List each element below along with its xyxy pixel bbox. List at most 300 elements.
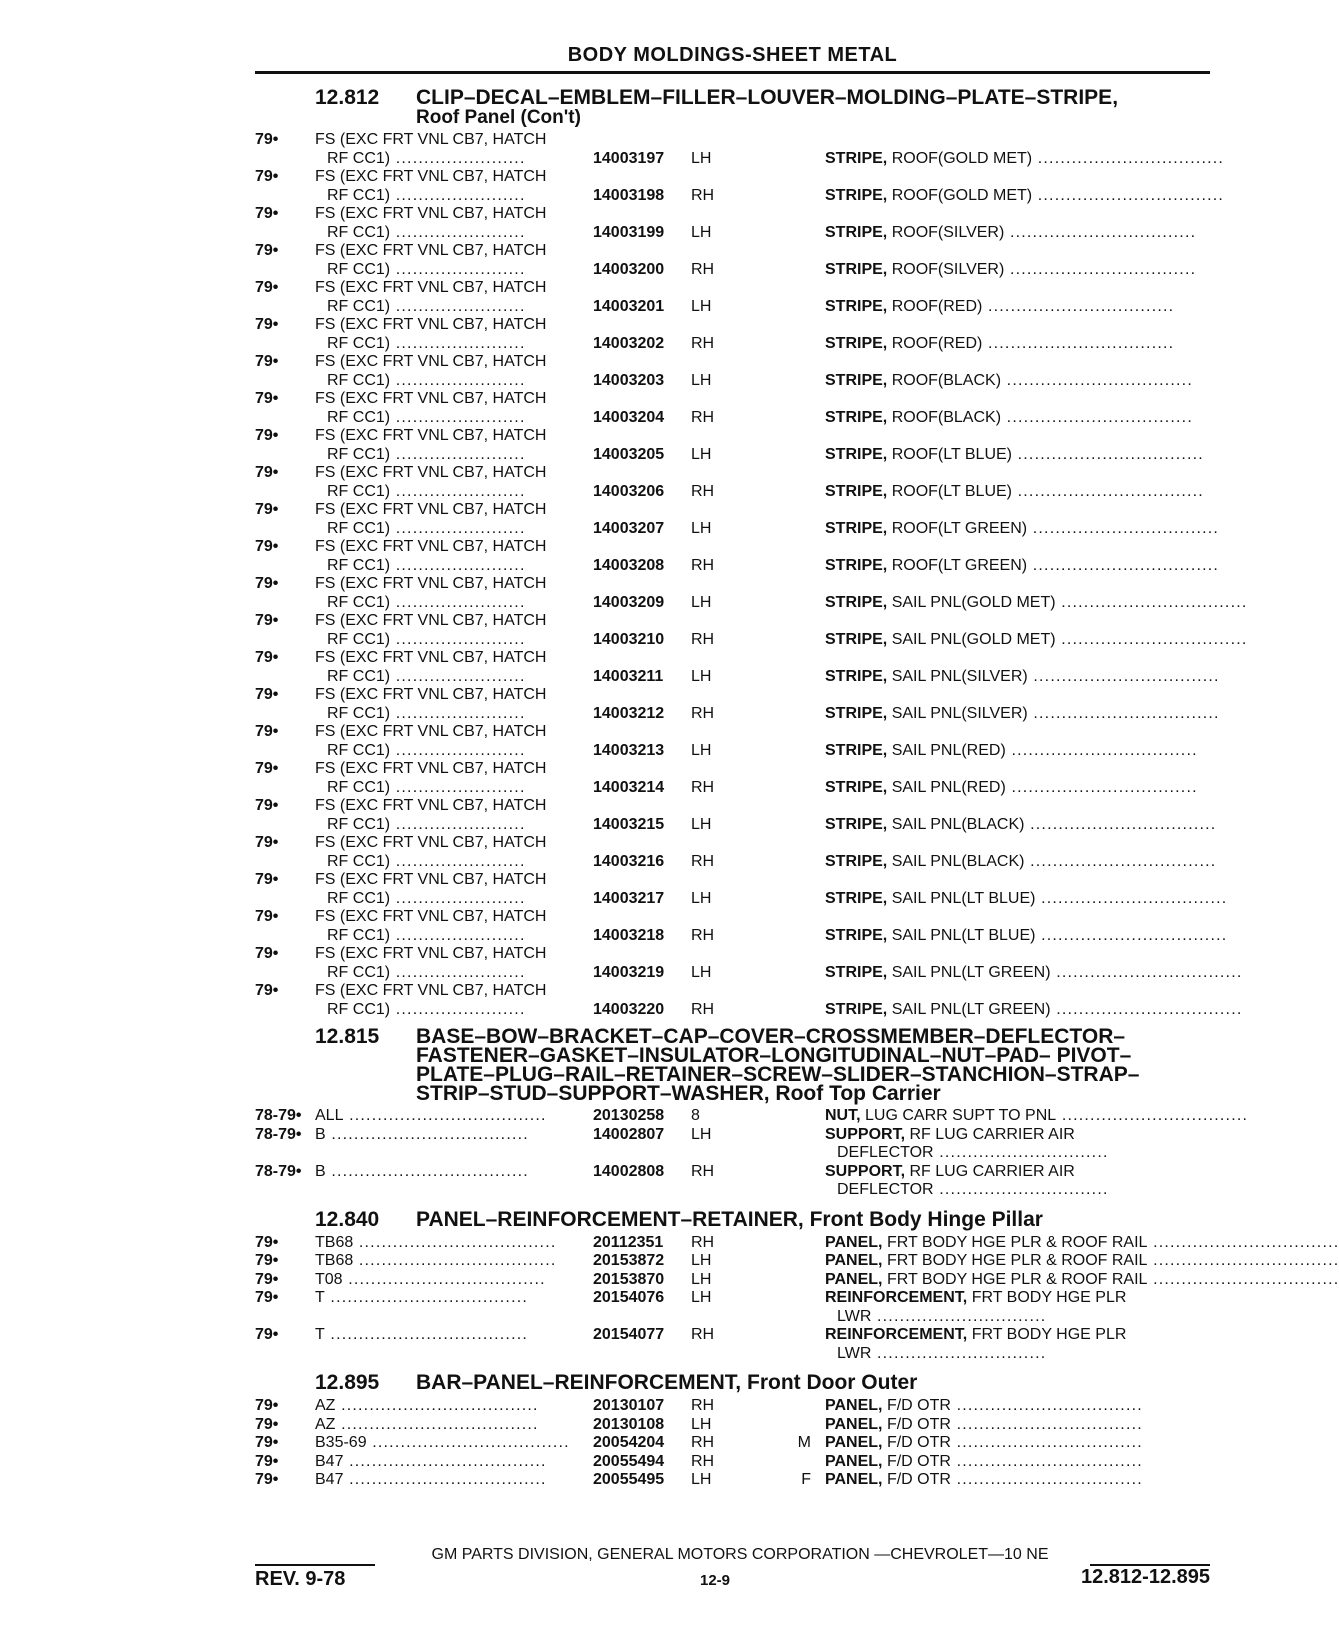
part-number: 14003220 (593, 1000, 665, 1018)
description: REINFORCEMENT, FRT BODY HGE PLR LWR .............................. (825, 1289, 1127, 1325)
application-text-cont: RF CC1) (327, 482, 391, 500)
part-description: SAIL PNL(SILVER) (891, 667, 1028, 685)
model-year: 79• (255, 1415, 279, 1433)
description: STRIPE, ROOF(LT GREEN) ................................. (825, 556, 1220, 574)
application: FS (EXC FRT VNL CB7, HATCH RF CC1) ....................... (315, 131, 547, 167)
part-number: 14003212 (593, 704, 665, 722)
part-description: SAIL PNL(GOLD MET) (891, 593, 1056, 611)
application-text-cont: RF CC1) (327, 223, 391, 241)
description: PANEL, F/D OTR ................................. (825, 1452, 1143, 1470)
part-number: 14003200 (593, 260, 665, 278)
part-number: 20055494 (593, 1452, 665, 1470)
side-qty: RH (691, 1452, 715, 1470)
part-description: F/D OTR (886, 1434, 951, 1451)
code-letter: M (797, 1434, 811, 1451)
side-qty: LH (691, 593, 712, 611)
section-heading (0, 1373, 1280, 1393)
part-row (0, 1107, 1280, 1126)
parts-listing (0, 84, 1339, 1490)
application: FS (EXC FRT VNL CB7, HATCH RF CC1) ....................... (315, 205, 547, 241)
model-year: 79• (255, 1434, 279, 1451)
part-row (0, 1233, 1339, 1253)
part-name: STRIPE, (825, 889, 888, 907)
part-row (0, 1416, 1280, 1435)
application-text-cont: RF CC1) (327, 741, 391, 759)
model-year: 79• (255, 242, 279, 259)
application-text: FS (EXC FRT VNL CB7, HATCH (315, 242, 547, 259)
part-row (0, 723, 1280, 760)
part-number: 14003216 (593, 852, 665, 870)
application: FS (EXC FRT VNL CB7, HATCH RF CC1) ....................... (315, 501, 547, 537)
part-description: SAIL PNL(BLACK) (891, 852, 1025, 870)
description: STRIPE, SAIL PNL(LT GREEN) ................................. (825, 1000, 1243, 1018)
application: FS (EXC FRT VNL CB7, HATCH RF CC1) ....................... (315, 390, 547, 426)
application: FS (EXC FRT VNL CB7, HATCH RF CC1) ....................... (315, 538, 547, 574)
model-year: 79• (255, 1289, 279, 1306)
part-description-cont: DEFLECTOR (837, 1181, 934, 1198)
section-heading (0, 88, 1280, 127)
part-description-cont: DEFLECTOR (837, 1144, 934, 1161)
part-row (0, 760, 1280, 797)
part-description: ROOF(SILVER) (891, 260, 1005, 278)
part-description: ROOF(SILVER) (891, 223, 1005, 241)
part-row (0, 686, 1280, 723)
part-description: ROOF(BLACK) (891, 371, 1002, 389)
part-description: F/D OTR (886, 1452, 951, 1470)
footer-publisher: GM PARTS DIVISION, GENERAL MOTORS CORPORATION —CHEVROLET—10 NE (431, 1546, 1049, 1563)
part-description: SAIL PNL(RED) (891, 741, 1006, 759)
part-number: 14003201 (593, 297, 665, 315)
application-text: B (315, 1125, 326, 1143)
application-text-cont: RF CC1) (327, 963, 391, 981)
application: B47 ................................... (315, 1471, 547, 1488)
part-row (0, 131, 1280, 168)
application-text: FS (EXC FRT VNL CB7, HATCH (315, 982, 547, 999)
part-description: SAIL PNL(LT GREEN) (891, 963, 1051, 981)
section-title (416, 1027, 1176, 1103)
description: STRIPE, ROOF(BLACK) ................................. (825, 371, 1193, 389)
application: TB68 ................................... (315, 1233, 557, 1251)
description: PANEL, FRT BODY HGE PLR & ROOF RAIL ................................. (825, 1233, 1339, 1251)
part-name: STRIPE, (825, 926, 888, 944)
part-number: 14003205 (593, 445, 665, 463)
description: PANEL, FRT BODY HGE PLR & ROOF RAIL ................................. (825, 1252, 1339, 1269)
side-qty: LH (691, 149, 712, 167)
description: STRIPE, SAIL PNL(BLACK) ................................. (825, 852, 1217, 870)
application: ALL ................................... (315, 1107, 547, 1124)
model-year: 78-79• (255, 1125, 302, 1143)
part-number: 14003211 (593, 667, 664, 685)
model-year: 79• (255, 501, 279, 518)
section-12-895 (0, 1373, 1280, 1490)
side-qty: LH (691, 519, 712, 537)
side-qty: RH (691, 852, 715, 870)
description: STRIPE, ROOF(SILVER) ................................. (825, 260, 1197, 278)
part-name: STRIPE, (825, 852, 888, 870)
part-name: STRIPE, (825, 778, 888, 796)
model-year: 79• (255, 908, 279, 925)
description: STRIPE, SAIL PNL(LT BLUE) ................................. (825, 926, 1228, 944)
section-title-text: BAR–PANEL–REINFORCEMENT, (416, 1371, 742, 1394)
application: FS (EXC FRT VNL CB7, HATCH RF CC1) ....................... (315, 834, 547, 870)
part-description: SAIL PNL(LT BLUE) (891, 889, 1036, 907)
application-text: FS (EXC FRT VNL CB7, HATCH (315, 131, 547, 148)
section-12-812 (0, 88, 1280, 1019)
description: PANEL, F/D OTR ................................. (825, 1434, 1143, 1451)
part-name: PANEL, (825, 1252, 883, 1269)
application-text-cont: RF CC1) (327, 778, 391, 796)
part-name: STRIPE, (825, 741, 888, 759)
section-title-text: PANEL–REINFORCEMENT–RETAINER, (416, 1207, 804, 1231)
part-row (0, 242, 1280, 279)
application-text: FS (EXC FRT VNL CB7, HATCH (315, 834, 547, 851)
part-name: STRIPE, (825, 334, 888, 352)
part-description: ROOF(GOLD MET) (891, 186, 1033, 204)
part-row (0, 168, 1280, 205)
application: FS (EXC FRT VNL CB7, HATCH RF CC1) ....................... (315, 723, 547, 759)
model-year: 79• (255, 945, 279, 962)
application: FS (EXC FRT VNL CB7, HATCH RF CC1) ....................... (315, 649, 547, 685)
part-row (0, 353, 1280, 390)
section-subtitle: Roof Panel (Con't) (416, 107, 581, 128)
part-description: FRT BODY HGE PLR (971, 1289, 1127, 1306)
application-text: FS (EXC FRT VNL CB7, HATCH (315, 649, 547, 666)
application-text: TB68 (315, 1233, 354, 1251)
description: NUT, LUG CARR SUPT TO PNL ................................. (825, 1107, 1249, 1124)
model-year: 79• (255, 205, 279, 222)
application: FS (EXC FRT VNL CB7, HATCH RF CC1) ....................... (315, 279, 547, 315)
application-text-cont: RF CC1) (327, 889, 391, 907)
part-name: STRIPE, (825, 297, 888, 315)
part-name: PANEL, (825, 1397, 883, 1414)
part-number: 14002807 (593, 1125, 665, 1143)
application-text: FS (EXC FRT VNL CB7, HATCH (315, 538, 547, 555)
application-text-cont: RF CC1) (327, 556, 391, 574)
application-text: FS (EXC FRT VNL CB7, HATCH (315, 871, 547, 888)
part-number: 14003218 (593, 926, 665, 944)
part-name: SUPPORT, (825, 1162, 906, 1180)
section-title-text: CLIP–DECAL–EMBLEM–FILLER–LOUVER–MOLDING–PLATE–STRIPE, (416, 86, 1119, 109)
section-12-840 (0, 1207, 1339, 1364)
section-heading (0, 1207, 1280, 1231)
side-qty: RH (691, 556, 715, 574)
section-12-815 (0, 1027, 1280, 1200)
model-year: 79• (255, 982, 279, 999)
part-name: STRIPE, (825, 593, 888, 611)
application-text: T08 (315, 1270, 343, 1288)
side-qty: LH (691, 1125, 712, 1143)
application-text: FS (EXC FRT VNL CB7, HATCH (315, 575, 547, 592)
part-row (0, 982, 1280, 1019)
part-name: STRIPE, (825, 1000, 888, 1018)
side-qty: LH (691, 1471, 712, 1488)
section-title-text: BASE–BOW–BRACKET–CAP–COVER–CROSSMEMBER–DEFLECTOR–FASTENER–GASKET–INSULATOR–LONGITUDINAL–NUT–PAD– PIVOT–PLATE–PLUG–RAIL–RETAINER–SCREW–SLIDER–STANCHION–STRAP–STRIP–STUD–SUPPORT–WASHER, (416, 1025, 1140, 1105)
part-number: 14003213 (593, 741, 665, 759)
part-number: 14003197 (593, 149, 665, 167)
side-qty: RH (691, 704, 715, 722)
description: STRIPE, SAIL PNL(RED) ................................. (825, 741, 1198, 759)
model-year: 79• (255, 871, 279, 888)
model-year: 79• (255, 168, 279, 185)
side-qty: LH (691, 741, 712, 759)
part-description: F/D OTR (886, 1397, 951, 1414)
application-text-cont: RF CC1) (327, 186, 391, 204)
application-text: AZ (315, 1397, 336, 1414)
part-description-cont: LWR (837, 1307, 872, 1325)
description: SUPPORT, RF LUG CARRIER AIR DEFLECTOR .............................. (825, 1162, 1109, 1198)
side-qty: RH (691, 1326, 715, 1343)
part-number: 14003199 (593, 223, 665, 241)
description: PANEL, F/D OTR ................................. (825, 1471, 1143, 1488)
part-row (0, 945, 1280, 982)
description: STRIPE, SAIL PNL(SILVER) ................................. (825, 704, 1220, 722)
section-title (416, 88, 1176, 127)
side-qty: LH (691, 963, 712, 981)
application-text: FS (EXC FRT VNL CB7, HATCH (315, 390, 547, 407)
part-name: STRIPE, (825, 519, 888, 537)
model-year: 79• (255, 760, 279, 777)
description: STRIPE, SAIL PNL(RED) ................................. (825, 778, 1198, 796)
description: PANEL, FRT BODY HGE PLR & ROOF RAIL ................................. (825, 1270, 1339, 1288)
side-qty: RH (691, 778, 715, 796)
application-text: FS (EXC FRT VNL CB7, HATCH (315, 279, 547, 296)
description: STRIPE, ROOF(RED) ................................. (825, 297, 1175, 315)
model-year: 79• (255, 834, 279, 851)
part-description: SAIL PNL(LT BLUE) (891, 926, 1036, 944)
part-row (0, 1270, 1339, 1290)
part-number: 20130107 (593, 1397, 665, 1414)
part-row (0, 205, 1280, 242)
section-number: 12.812 (315, 86, 380, 109)
part-row (0, 1434, 1280, 1453)
application-text: FS (EXC FRT VNL CB7, HATCH (315, 501, 547, 518)
part-row (0, 908, 1280, 945)
description: STRIPE, ROOF(LT BLUE) ................................. (825, 445, 1204, 463)
part-row (0, 1163, 1280, 1200)
part-name: PANEL, (825, 1270, 883, 1288)
application: FS (EXC FRT VNL CB7, HATCH RF CC1) ....................... (315, 908, 547, 944)
application: B ................................... (315, 1125, 529, 1143)
application-text: FS (EXC FRT VNL CB7, HATCH (315, 760, 547, 777)
section-number: 12.815 (315, 1025, 380, 1048)
application-text: ALL (315, 1107, 344, 1124)
application-text: B47 (315, 1452, 344, 1470)
description: STRIPE, ROOF(GOLD MET) ................................. (825, 186, 1225, 204)
part-description: FRT BODY HGE PLR (971, 1326, 1127, 1343)
part-name: STRIPE, (825, 186, 888, 204)
part-description: ROOF(LT BLUE) (891, 482, 1012, 500)
part-description: FRT BODY HGE PLR & ROOF RAIL (886, 1233, 1148, 1251)
part-row (0, 1289, 1280, 1326)
description: STRIPE, SAIL PNL(LT GREEN) ................................. (825, 963, 1243, 981)
application-text-cont: RF CC1) (327, 149, 391, 167)
part-description-cont: LWR (837, 1344, 872, 1362)
section-title (416, 1207, 1176, 1231)
part-number: 14003204 (593, 408, 665, 426)
description: STRIPE, ROOF(LT GREEN) ................................. (825, 519, 1220, 537)
side-qty: RH (691, 260, 715, 278)
part-name: STRIPE, (825, 704, 888, 722)
model-year: 79• (255, 649, 279, 666)
side-qty: 8 (691, 1107, 700, 1124)
application: FS (EXC FRT VNL CB7, HATCH RF CC1) ....................... (315, 760, 547, 796)
description: STRIPE, ROOF(SILVER) ................................. (825, 223, 1197, 241)
part-description: FRT BODY HGE PLR & ROOF RAIL (886, 1252, 1148, 1269)
side-qty: RH (691, 1162, 715, 1180)
part-number: 14002808 (593, 1162, 665, 1180)
application-text-cont: RF CC1) (327, 926, 391, 944)
application: FS (EXC FRT VNL CB7, HATCH RF CC1) ....................... (315, 427, 547, 463)
side-qty: RH (691, 334, 715, 352)
model-year: 79• (255, 131, 279, 148)
part-number: 14003203 (593, 371, 665, 389)
application-text: FS (EXC FRT VNL CB7, HATCH (315, 612, 547, 629)
application: FS (EXC FRT VNL CB7, HATCH RF CC1) ....................... (315, 982, 547, 1018)
part-description: RF LUG CARRIER AIR (909, 1162, 1075, 1180)
model-year: 79• (255, 464, 279, 481)
application-text-cont: RF CC1) (327, 593, 391, 611)
section-subtitle: Front Body Hinge Pillar (809, 1207, 1043, 1231)
side-qty: LH (691, 1289, 712, 1306)
side-qty: LH (691, 371, 712, 389)
model-year: 79• (255, 612, 279, 629)
part-description: SAIL PNL(BLACK) (891, 815, 1025, 833)
part-name: PANEL, (825, 1415, 883, 1433)
application: FS (EXC FRT VNL CB7, HATCH RF CC1) ....................... (315, 686, 547, 722)
part-number: 20153870 (593, 1270, 665, 1288)
application: FS (EXC FRT VNL CB7, HATCH RF CC1) ....................... (315, 945, 547, 981)
part-number: 20130108 (593, 1415, 665, 1433)
model-year: 79• (255, 1471, 279, 1488)
description: STRIPE, SAIL PNL(GOLD MET) ................................. (825, 593, 1248, 611)
part-name: REINFORCEMENT, (825, 1289, 968, 1306)
part-row (0, 612, 1280, 649)
application-text-cont: RF CC1) (327, 1000, 391, 1018)
model-year: 79• (255, 538, 279, 555)
part-number: 14003208 (593, 556, 665, 574)
side-qty: LH (691, 889, 712, 907)
part-description: SAIL PNL(SILVER) (891, 704, 1028, 722)
part-name: NUT, (825, 1107, 861, 1124)
part-name: STRIPE, (825, 482, 888, 500)
part-number: 20130258 (593, 1107, 665, 1124)
application: FS (EXC FRT VNL CB7, HATCH RF CC1) ....................... (315, 575, 547, 611)
part-description: F/D OTR (886, 1415, 951, 1433)
description: STRIPE, SAIL PNL(LT BLUE) ................................. (825, 889, 1228, 907)
application-text: FS (EXC FRT VNL CB7, HATCH (315, 168, 547, 185)
description: STRIPE, SAIL PNL(BLACK) ................................. (825, 815, 1217, 833)
side-qty: RH (691, 1434, 715, 1451)
part-row (0, 1471, 1280, 1490)
side-qty: LH (691, 297, 712, 315)
section-subtitle: Roof Top Carrier (775, 1082, 941, 1105)
page-header-title: BODY MOLDINGS-SHEET METAL (567, 44, 898, 66)
part-row (0, 501, 1280, 538)
description: PANEL, F/D OTR ................................. (825, 1397, 1143, 1414)
part-name: SUPPORT, (825, 1125, 906, 1143)
application: AZ ................................... (315, 1415, 539, 1433)
application-text: FS (EXC FRT VNL CB7, HATCH (315, 797, 547, 814)
code-letter: F (801, 1471, 811, 1488)
model-year: 79• (255, 1252, 279, 1269)
description: STRIPE, ROOF(GOLD MET) ................................. (825, 149, 1225, 167)
side-qty: RH (691, 1000, 715, 1018)
application-text-cont: RF CC1) (327, 519, 391, 537)
application-text: B (315, 1162, 326, 1180)
side-qty: RH (691, 408, 715, 426)
model-year: 79• (255, 575, 279, 592)
description: STRIPE, ROOF(LT BLUE) ................................. (825, 482, 1204, 500)
section-number: 12.840 (315, 1207, 380, 1231)
part-name: PANEL, (825, 1471, 883, 1488)
header-rule (255, 71, 1210, 74)
side-qty: RH (691, 926, 715, 944)
application-text-cont: RF CC1) (327, 630, 391, 648)
part-description: ROOF(LT GREEN) (891, 519, 1028, 537)
part-name: PANEL, (825, 1233, 883, 1251)
part-description: ROOF(RED) (891, 297, 983, 315)
part-row (0, 1126, 1280, 1163)
part-number: 14003219 (593, 963, 665, 981)
part-name: STRIPE, (825, 963, 888, 981)
application-text: T (315, 1326, 325, 1343)
application: B47 ................................... (315, 1452, 547, 1470)
application: FS (EXC FRT VNL CB7, HATCH RF CC1) ....................... (315, 612, 547, 648)
part-description: FRT BODY HGE PLR & ROOF RAIL (886, 1270, 1148, 1288)
application-text: FS (EXC FRT VNL CB7, HATCH (315, 945, 547, 962)
application-text-cont: RF CC1) (327, 852, 391, 870)
part-name: PANEL, (825, 1452, 883, 1470)
application-text: FS (EXC FRT VNL CB7, HATCH (315, 427, 547, 444)
part-description: ROOF(RED) (891, 334, 983, 352)
footer-page-number: 12-9 (699, 1572, 731, 1589)
model-year: 79• (255, 353, 279, 370)
part-number: 20154076 (593, 1289, 665, 1306)
application: T08 ................................... (315, 1270, 546, 1288)
application-text-cont: RF CC1) (327, 815, 391, 833)
part-row (0, 427, 1280, 464)
part-description: SAIL PNL(LT GREEN) (891, 1000, 1051, 1018)
application-text: FS (EXC FRT VNL CB7, HATCH (315, 908, 547, 925)
application-text-cont: RF CC1) (327, 704, 391, 722)
section-title (416, 1373, 1176, 1392)
footer-rule-left (255, 1564, 375, 1566)
side-qty: LH (691, 223, 712, 241)
part-row (0, 575, 1280, 612)
model-year: 79• (255, 1270, 279, 1288)
application: T ................................... (315, 1289, 529, 1306)
footer-section-range: 12.812-12.895 (1080, 1566, 1210, 1588)
application-text: FS (EXC FRT VNL CB7, HATCH (315, 686, 547, 703)
application-text: AZ (315, 1415, 336, 1433)
part-name: PANEL, (825, 1434, 883, 1451)
part-row (0, 649, 1280, 686)
part-name: STRIPE, (825, 445, 888, 463)
part-name: REINFORCEMENT, (825, 1326, 968, 1343)
side-qty: LH (691, 1270, 712, 1288)
application: T ................................... (315, 1326, 529, 1343)
part-name: STRIPE, (825, 371, 888, 389)
application: TB68 ................................... (315, 1252, 557, 1269)
part-name: STRIPE, (825, 815, 888, 833)
model-year: 79• (255, 279, 279, 296)
application-text: FS (EXC FRT VNL CB7, HATCH (315, 353, 547, 370)
model-year: 79• (255, 1452, 279, 1470)
description: STRIPE, ROOF(BLACK) ................................. (825, 408, 1193, 426)
part-number: 14003209 (593, 593, 665, 611)
side-qty: RH (691, 1233, 715, 1251)
part-name: STRIPE, (825, 149, 888, 167)
